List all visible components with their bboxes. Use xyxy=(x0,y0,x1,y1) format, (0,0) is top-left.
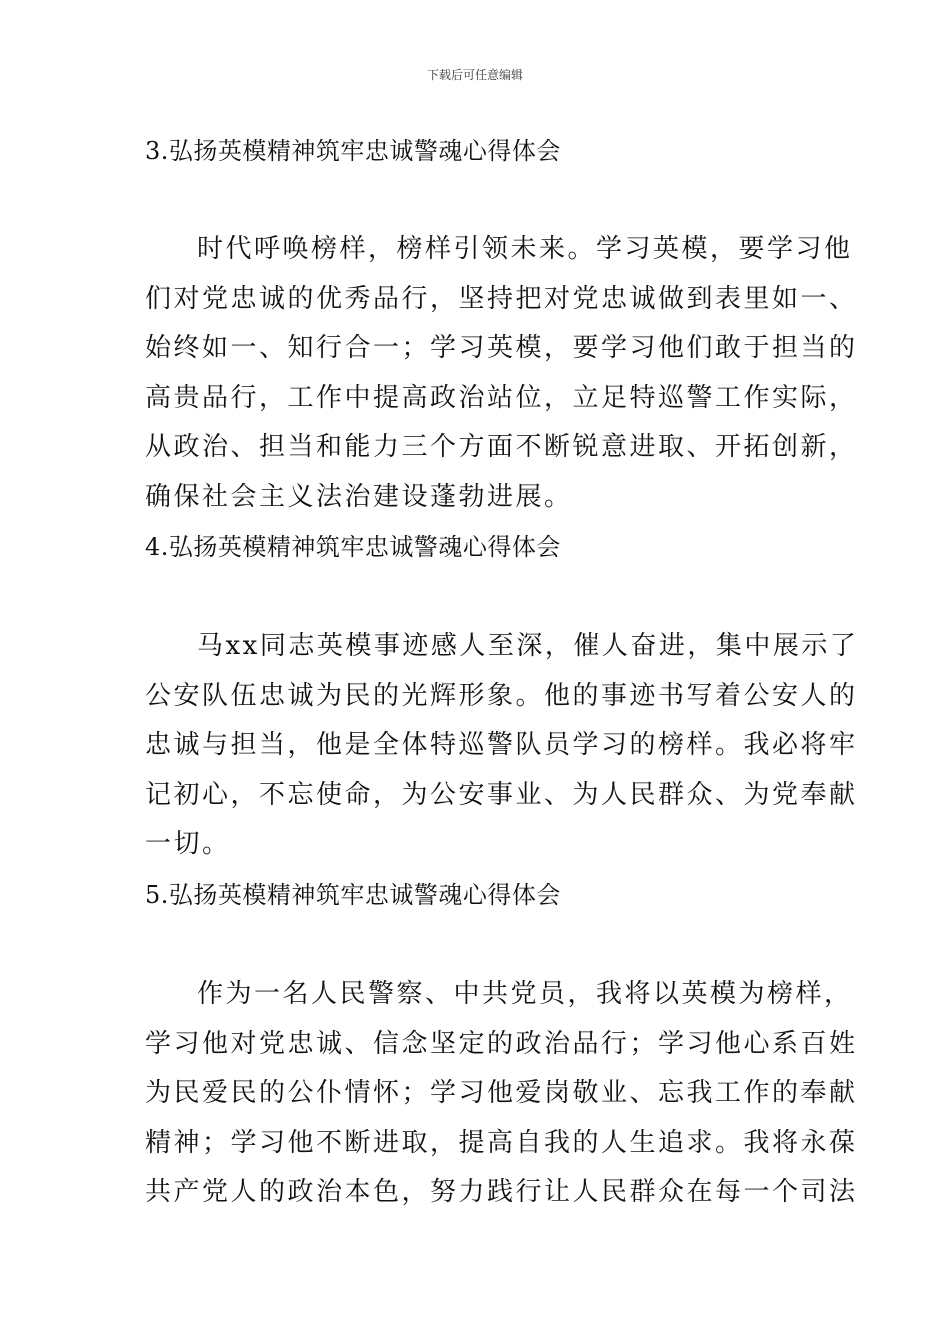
section-body-4 xyxy=(145,622,859,870)
paragraph-line: 记初心，不忘使命，为公安事业、为人民群众、为党奉献 xyxy=(145,779,858,810)
section-body-3 xyxy=(145,225,858,522)
paragraph-line: 作为一名人民警察、中共党员，我将以英模为榜样， xyxy=(197,979,853,1009)
paragraph-line: 从政治、担当和能力三个方面不断锐意进取、开拓创新， xyxy=(145,432,858,462)
paragraph-line: 时代呼唤榜样，榜样引领未来。学习英模，要学习他 xyxy=(197,234,853,264)
paragraph-line: 高贵品行，工作中提高政治站位，立足特巡警工作实际， xyxy=(145,382,858,413)
paragraph-line: 马xx同志英模事迹感人至深，催人奋进，集中展示了 xyxy=(197,631,859,661)
paragraph-line: 们对党忠诚的优秀品行，坚持把对党忠诚做到表里如一、 xyxy=(145,283,858,314)
paragraph-line: 始终如一、知行合一；学习英模，要学习他们敢于担当的 xyxy=(145,333,858,363)
paragraph-line: 忠诚与担当，他是全体特巡警队员学习的榜样。我必将牢 xyxy=(145,730,858,760)
paragraph-line: 确保社会主义法治建设蓬勃进展。 xyxy=(145,481,573,512)
paragraph-line: 学习他对党忠诚、信念坚定的政治品行；学习他心系百姓 xyxy=(145,1028,858,1059)
header-note: 下载后可任意编辑 xyxy=(426,68,523,82)
section-title-5: 5.弘扬英模精神筑牢忠诚警魂心得体会 xyxy=(145,881,561,909)
paragraph-line: 共产党人的政治本色，努力践行让人民群众在每一个司法 xyxy=(145,1177,858,1207)
paragraph-line: 为民爱民的公仆情怀；学习他爱岗敬业、忘我工作的奉献 xyxy=(145,1078,858,1108)
section-body-5 xyxy=(145,970,858,1218)
section-title-4: 4.弘扬英模精神筑牢忠诚警魂心得体会 xyxy=(145,533,561,561)
paragraph-line: 公安队伍忠诚为民的光辉形象。他的事迹书写着公安人的 xyxy=(145,680,858,711)
paragraph-line: 精神；学习他不断进取，提高自我的人生追求。我将永葆 xyxy=(145,1127,858,1158)
paragraph-line: 一切。 xyxy=(145,829,231,859)
section-title-3: 3.弘扬英模精神筑牢忠诚警魂心得体会 xyxy=(145,137,561,165)
